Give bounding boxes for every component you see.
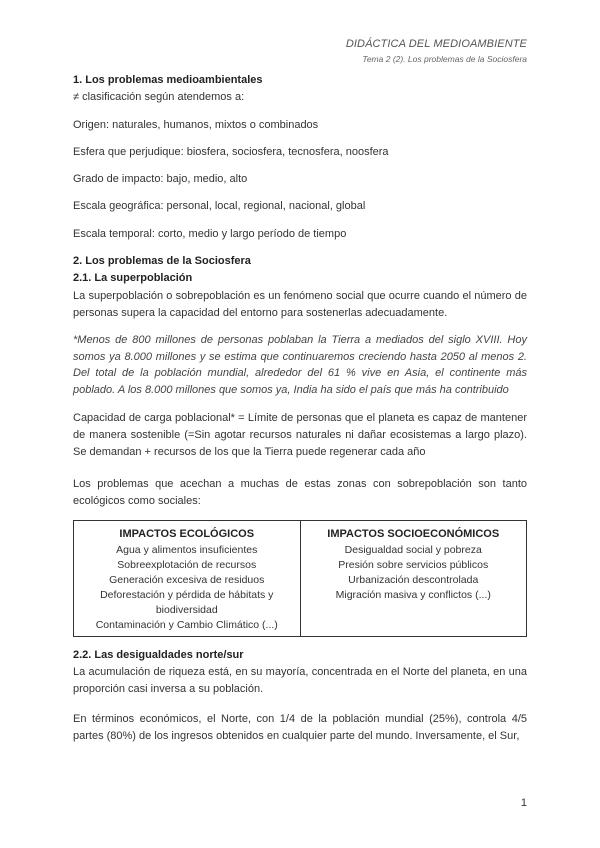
list-item: Escala temporal: corto, medio y largo período de tiempo [73,228,347,240]
superpoblacion-paragraph: La superpoblación o sobrepoblación es un fenómeno social que ocurre cuando el número de personas supera la capacidad del entorno para sostenerlas adecuadamente. [73,290,527,319]
problems-intro-paragraph: Los problemas que acechan a muchas de estas zonas con sobrepoblación son tanto ecológicos como sociales: [73,478,527,507]
subsection-2-1-heading: 2.1. La superpoblación [73,272,193,284]
section2-heading: 2. Los problemas de la Sociosfera [73,255,251,267]
list-item: Origen: naturales, humanos, mixtos o combinados [73,119,319,131]
section1-heading: 1. Los problemas medioambientales [73,74,263,86]
population-note: *Menos de 800 millones de personas poblaban la Tierra a mediados del siglo XVIII. Hoy somos ya 8.000 millones y se estima que continuaremos creciendo hasta 2050 al menos 2. Del total de la población mundial, alrededor del 61 % vive en Asia, el continente más poblado. A los 8.000 millones que somos ya, India ha sido el país que más ha contribuido [73,334,527,396]
ecological-impacts-header: IMPACTOS ECOLÓGICOS [119,528,255,540]
impacts-table [73,520,527,637]
page-number: 1 [520,797,527,809]
table-item: Agua y alimentos insuficientes [116,544,258,556]
carrying-capacity-paragraph: Capacidad de carga poblacional* = Límite de personas que el planeta es capaz de mantener de manera sostenible (=Sin agotar recursos naturales ni dañar ecosistemas a largo plazo). Se demandan + recursos de los que la Tierra puede regenerar cada año [73,412,527,458]
table-item: Sobreexplotación de recursos [117,559,257,571]
table-item: Presión sobre servicios públicos [338,559,489,571]
subsection-2-2-heading: 2.2. Las desigualdades norte/sur [73,649,244,661]
table-item: Contaminación y Cambio Climático (...) [95,619,278,631]
section1-intro: ≠ clasificación según atendemos a: [73,91,245,103]
table-item: Urbanización descontrolada [348,574,479,586]
socioeconomic-impacts-header: IMPACTOS SOCIOECONÓMICOS [327,528,500,540]
inequality-paragraph-1: La acumulación de riqueza está, en su mayoría, concentrada en el Norte del planeta, en una proporción casi inversa a su población. [73,666,527,695]
table-item: Migración masiva y conflictos (...) [335,589,491,601]
table-item: Deforestación y pérdida de hábitats y biodiversidad [100,589,274,616]
header-title: DIDÁCTICA DEL MEDIOAMBIENTE [345,38,527,50]
header-subtitle: Tema 2 (2). Los problemas de la Sociosfera [362,54,527,64]
socioeconomic-impacts-cell [300,521,527,637]
ecological-impacts-cell [74,521,301,637]
list-item: Grado de impacto: bajo, medio, alto [73,173,248,185]
table-item: Desigualdad social y pobreza [344,544,482,556]
inequality-paragraph-2: En términos económicos, el Norte, con 1/4 de la población mundial (25%), controla 4/5 partes (80%) de los ingresos obtenidos en cualquier parte del mundo. Inversamente, el Sur, [73,713,527,742]
list-item: Escala geográfica: personal, local, regional, nacional, global [73,200,366,212]
list-item: Esfera que perjudique: biosfera, sociosfera, tecnosfera, noosfera [73,146,389,158]
table-item: Generación excesiva de residuos [109,574,265,586]
